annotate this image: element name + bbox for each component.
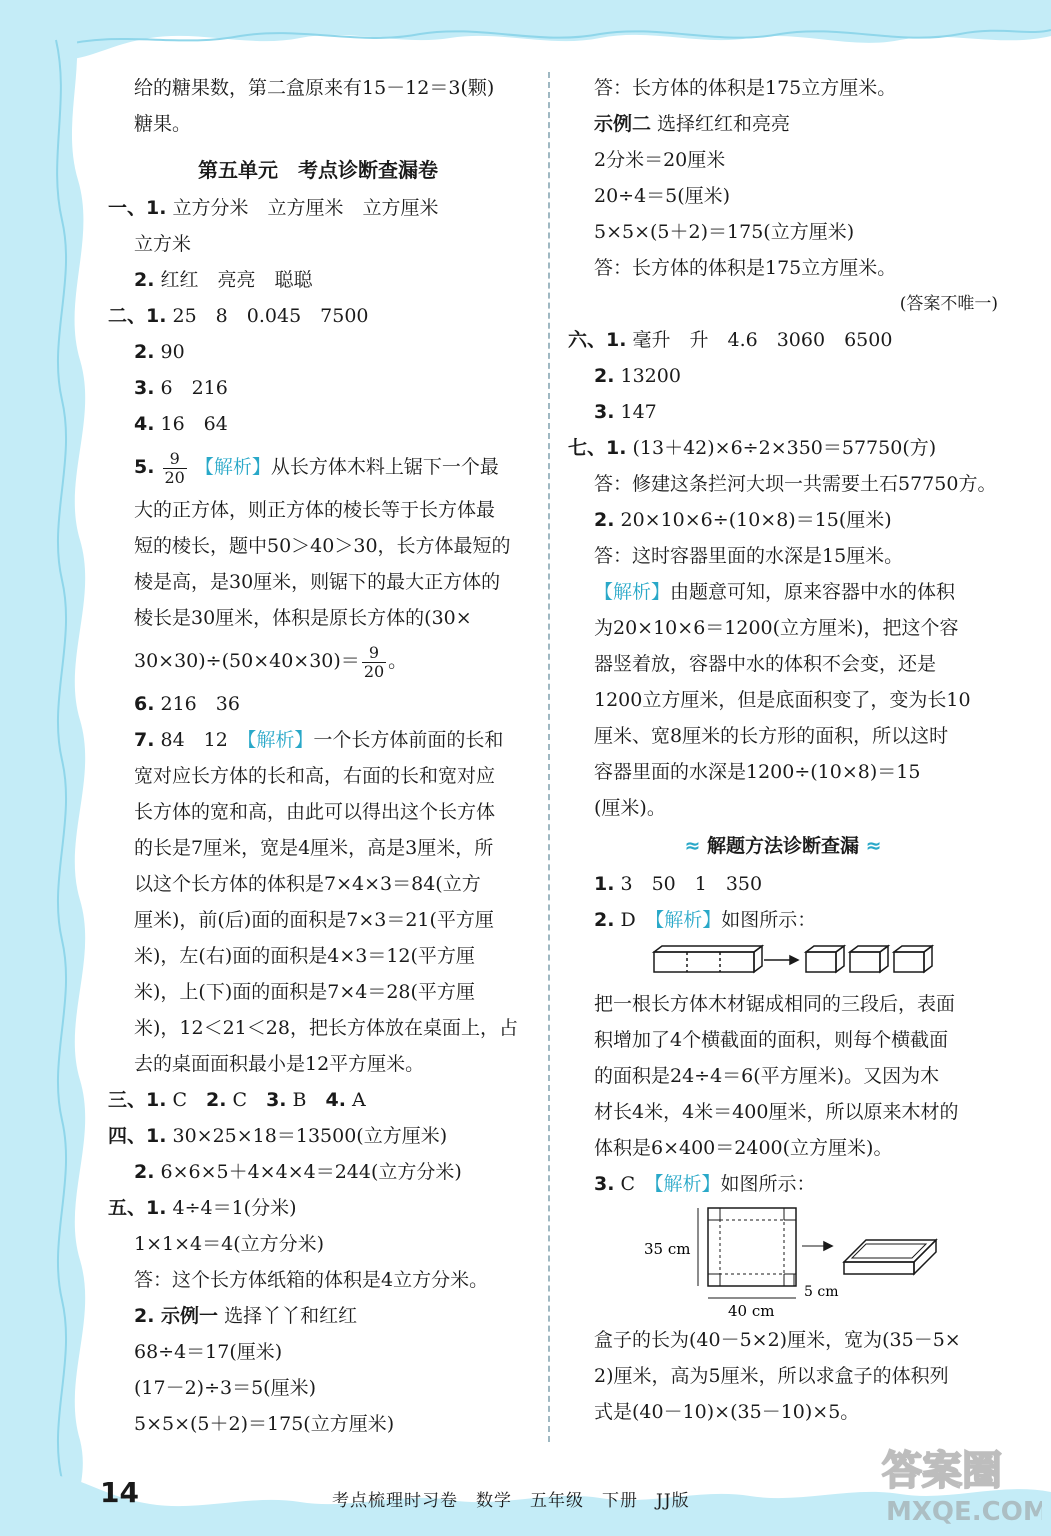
- section-7-q2: [568, 502, 998, 538]
- q-label: 3.: [594, 401, 615, 423]
- answer-text: B: [286, 1089, 326, 1111]
- q-label: 6.: [134, 693, 155, 715]
- intro-line-1: 给的糖果数，第二盒原来有15－12＝3(颗): [134, 77, 495, 99]
- analysis-text: 。: [388, 650, 408, 672]
- answer-line: 答：这个长方体纸箱的体积是4立方分米。: [134, 1269, 489, 1291]
- analysis-line: 短的棱长，题中50＞40＞30，长方体最短的: [134, 535, 511, 557]
- top-wave-border: [0, 0, 1051, 60]
- answer-text: 4÷4＝1(分米): [166, 1197, 297, 1219]
- section-6-q1: [568, 322, 998, 358]
- section-7-q1: [568, 430, 998, 466]
- q-label: 2.: [134, 1161, 155, 1183]
- box-fold-diagram: [568, 1202, 998, 1322]
- q-label: 四、1.: [108, 1125, 167, 1147]
- analysis-line: 2)厘米，高为5厘米，所以求盒子的体积列: [594, 1365, 949, 1387]
- analysis-text: 由题意可知，原来容器中水的体积: [670, 581, 956, 603]
- q-label: 二、1.: [108, 305, 167, 327]
- answer-text: C: [226, 1089, 267, 1111]
- q-label: 7.: [134, 729, 155, 751]
- analysis-line: (厘米)。: [594, 797, 666, 819]
- answer-line: 1×1×4＝4(立方分米): [134, 1233, 325, 1255]
- answer-text: 216 36: [154, 693, 240, 715]
- analysis-line: 以这个长方体的体积是7×4×3＝84(立方: [134, 873, 481, 895]
- answer-text: 红红 亮亮 聪聪: [154, 269, 313, 291]
- page-footer: [100, 1476, 950, 1518]
- fraction-denominator: 20: [164, 467, 185, 487]
- right-column: [568, 70, 998, 1430]
- fraction: [362, 644, 386, 681]
- q-label: 三、1.: [108, 1089, 167, 1111]
- intro-line-2: 糖果。: [134, 113, 192, 135]
- fraction-numerator: 9: [163, 450, 187, 469]
- answer-line: (17－2)÷3＝5(厘米): [134, 1377, 317, 1399]
- q-label: 2. 示例一: [134, 1305, 219, 1327]
- left-column: [108, 70, 528, 1442]
- answer-line: 5×5×(5＋2)＝175(立方厘米): [594, 221, 855, 243]
- analysis-line: 棱长是30厘米，体积是原长方体的(30×: [134, 607, 472, 629]
- q-label: 3.: [266, 1089, 287, 1111]
- dim-label-40: 40 cm: [728, 1302, 775, 1320]
- answer-text: 选择红红和亮亮: [651, 113, 791, 135]
- analysis-line: 米)，左(右)面的面积是4×3＝12(平方厘: [134, 945, 475, 967]
- answer-text: 147: [614, 401, 657, 423]
- analysis-line: 1200立方厘米，但是底面积变了，变为长10: [594, 689, 971, 711]
- analysis-first-line: [568, 574, 998, 610]
- analysis-line: 宽对应长方体的长和高，右面的长和宽对应: [134, 765, 496, 787]
- figure-caption: 如图所示：: [720, 1173, 816, 1195]
- fraction: [163, 450, 187, 487]
- q-label: 5.: [134, 456, 155, 478]
- answer-line: 2分米＝20厘米: [594, 149, 726, 171]
- book-title: 考点梳理时习卷 数学 五年级 下册 JJ版: [332, 1491, 690, 1511]
- q-label: 2.: [594, 365, 615, 387]
- analysis-tag: 【解析】: [594, 581, 671, 603]
- q-label: 2.: [206, 1089, 227, 1111]
- watermark-url: MXQE.COM: [886, 1497, 1042, 1527]
- section-2-q1: [108, 298, 528, 334]
- example-label: 示例二: [594, 113, 652, 135]
- analysis-line: 棱是高，是30厘米，则锯下的最大正方体的: [134, 571, 501, 593]
- figure-caption: 如图所示：: [721, 909, 817, 931]
- q-label: 4.: [134, 413, 155, 435]
- section-1-q1-cont: 立方米: [134, 233, 192, 255]
- answer-line: 5×5×(5＋2)＝175(立方厘米): [134, 1413, 395, 1435]
- example-2-heading: [568, 106, 998, 142]
- analysis-line: 长方体的宽和高，由此可以得出这个长方体: [134, 801, 496, 823]
- answer-line: 答：这时容器里面的水深是15厘米。: [594, 545, 904, 567]
- q-label: 2.: [134, 269, 155, 291]
- answer-text: C: [614, 1173, 655, 1195]
- analysis-line: 为20×10×6＝1200(立方厘米)，把这个容: [594, 617, 959, 639]
- method-q2: [568, 902, 998, 938]
- analysis-line: 积增加了4个横截面的面积，则每个横截面: [594, 1029, 949, 1051]
- analysis-line: 的长是7厘米，宽是4厘米，高是3厘米，所: [134, 837, 494, 859]
- q-label: 七、1.: [568, 437, 627, 459]
- box-fold-figure: [568, 1202, 998, 1322]
- section-5-q2: [108, 1298, 528, 1334]
- analysis-line: 体积是6×400＝2400(立方厘米)。: [594, 1137, 893, 1159]
- q-label: 一、1.: [108, 197, 167, 219]
- analysis-line: 米)，12＜21＜28，把长方体放在桌面上，占: [134, 1017, 518, 1039]
- analysis-line: 材长4米，4米＝400厘米，所以原来木材的: [594, 1101, 959, 1123]
- answer-line: 答：修建这条拦河大坝一共需要土石57750方。: [594, 473, 997, 495]
- section-3: [108, 1082, 528, 1118]
- answer-text: 毫升 升 4.6 3060 6500: [626, 329, 893, 351]
- q-label: 六、1.: [568, 329, 627, 351]
- answer-text: 3 50 1 350: [614, 873, 763, 895]
- answer-text: 84 12: [154, 729, 247, 751]
- analysis-line: 器竖着放，容器中水的体积不会变，还是: [594, 653, 937, 675]
- answer-text: 20×10×6÷(10×8)＝15(厘米): [614, 509, 892, 531]
- section-2-q7: [108, 722, 528, 758]
- fraction-denominator: 20: [363, 661, 385, 681]
- analysis-line-fraction: [108, 636, 528, 686]
- answer-text: 25 8 0.045 7500: [166, 305, 369, 327]
- page-number: 14: [100, 1476, 139, 1509]
- answer-line: 答：长方体的体积是175立方厘米。: [594, 77, 897, 99]
- q-label: 2.: [594, 909, 615, 931]
- section-1-q2: [108, 262, 528, 298]
- analysis-tag: 【解析】: [246, 729, 314, 751]
- section-2-q5: [108, 442, 528, 492]
- method-title-text: 解题方法诊断查漏: [706, 835, 859, 857]
- analysis-line: 去的桌面面积最小是12平方厘米。: [134, 1053, 425, 1075]
- answer-text: 90: [154, 341, 185, 363]
- section-5-q1: [108, 1190, 528, 1226]
- answer-text: 6×6×5＋4×4×4＝244(立方分米): [154, 1161, 462, 1183]
- analysis-line: 厘米)，前(后)面的面积是7×3＝21(平方厘: [134, 909, 494, 931]
- analysis-text: 30×30)÷(50×40×30)＝: [134, 650, 360, 672]
- dim-label-5: 5 cm: [804, 1284, 839, 1300]
- answer-text: 16 64: [154, 413, 228, 435]
- answer-text: D: [614, 909, 655, 931]
- watermark-logo-text: 答案圈: [882, 1448, 1002, 1494]
- section-4-q1: [108, 1118, 528, 1154]
- answer-text: C: [166, 1089, 207, 1111]
- column-divider: [548, 72, 550, 1442]
- section-4-q2: [108, 1154, 528, 1190]
- wave-icon: ≈: [684, 835, 701, 857]
- q-label: 1.: [594, 873, 615, 895]
- q-label: 五、1.: [108, 1197, 167, 1219]
- analysis-line: 盒子的长为(40－5×2)厘米，宽为(35－5×: [594, 1329, 961, 1351]
- watermark-logo: [872, 1440, 1042, 1530]
- analysis-line: 大的正方体，则正方体的棱长等于长方体最: [134, 499, 496, 521]
- answer-text: 30×25×18＝13500(立方厘米): [166, 1125, 448, 1147]
- q-label: 2.: [134, 341, 155, 363]
- analysis-text: 从长方体木料上锯下一个最: [270, 456, 499, 478]
- answer-text: 选择丫丫和红红: [218, 1305, 358, 1327]
- analysis-tag: 【解析】: [654, 909, 722, 931]
- analysis-line: 把一根长方体木材锯成相同的三段后，表面: [594, 993, 956, 1015]
- section-2-q3: [108, 370, 528, 406]
- fraction-numerator: 9: [362, 644, 386, 663]
- analysis-line: 米)，上(下)面的面积是7×4＝28(平方厘: [134, 981, 475, 1003]
- q-label: 2.: [594, 509, 615, 531]
- analysis-line: 的面积是24÷4＝6(平方厘米)。又因为木: [594, 1065, 940, 1087]
- answer-text: 立方分米 立方厘米 立方厘米: [166, 197, 439, 219]
- analysis-line: 容器里面的水深是1200÷(10×8)＝15: [594, 761, 921, 783]
- wood-cut-diagram: [568, 938, 998, 986]
- analysis-tag: 【解析】: [654, 1173, 721, 1195]
- wood-cut-figure: [568, 938, 998, 986]
- answer-text: 6 216: [154, 377, 228, 399]
- section-2-q6: [108, 686, 528, 722]
- q-label: 3.: [134, 377, 155, 399]
- section-6-q2: [568, 358, 998, 394]
- section-2-q2: [108, 334, 528, 370]
- answer-text: 13200: [614, 365, 681, 387]
- method-q3: [568, 1166, 998, 1202]
- answer-note: (答案不唯一): [899, 294, 998, 314]
- wave-icon: ≈: [865, 835, 882, 857]
- answer-line: 68÷4＝17(厘米): [134, 1341, 283, 1363]
- method-q1: [568, 866, 998, 902]
- answer-text: A: [345, 1089, 366, 1111]
- dim-label-35: 35 cm: [644, 1240, 691, 1258]
- analysis-line: 式是(40－10)×(35－10)×5。: [594, 1401, 860, 1423]
- q-label: 3.: [594, 1173, 615, 1195]
- left-wave-border: [0, 0, 110, 1536]
- answer-line: 20÷4＝5(厘米): [594, 185, 731, 207]
- analysis-text: 一个长方体前面的长和: [313, 729, 504, 751]
- method-section-title: [568, 826, 998, 866]
- unit-title: 第五单元 考点诊断查漏卷: [198, 158, 438, 182]
- section-2-q4: [108, 406, 528, 442]
- section-1-q1: [108, 190, 528, 226]
- answer-text: (13＋42)×6÷2×350＝57750(方): [626, 437, 937, 459]
- answer-line: 答：长方体的体积是175立方厘米。: [594, 257, 897, 279]
- analysis-line: 厘米、宽8厘米的长方形的面积，所以这时: [594, 725, 949, 747]
- section-6-q3: [568, 394, 998, 430]
- analysis-tag: 【解析】: [194, 456, 271, 478]
- q-label: 4.: [325, 1089, 346, 1111]
